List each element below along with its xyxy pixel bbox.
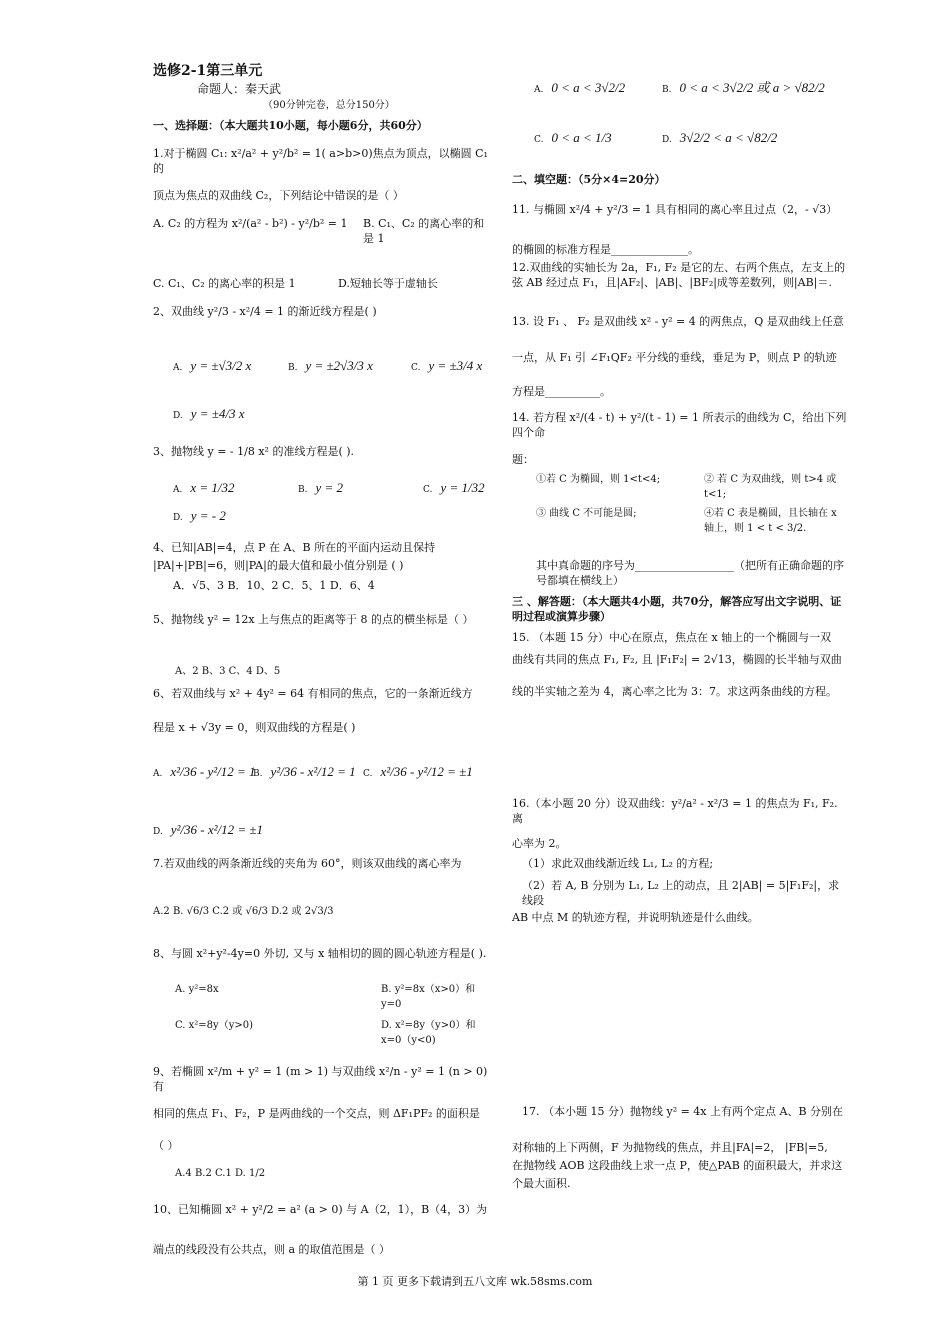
question-9-stem: 9、若椭圆 x²/m + y² = 1 (m > 1) 与双曲线 x²/n - y² = 1 (n > 0) 有 <box>153 1065 488 1093</box>
page-footer: 第 1 页 更多下载请到五八文库 wk.58sms.com <box>357 1275 593 1288</box>
question-7-stem: 7.若双曲线的两条渐近线的夹角为 60°，则该双曲线的离心率为 <box>153 857 462 870</box>
question-12-stem: 12.双曲线的实轴长为 2a，F₁, F₂ 是它的左、右两个焦点，左支上的弦 AB 经过点 F₁，且|AF₂|、|AB|、|BF₂|成等差数列，则|AB|＝. <box>512 261 846 289</box>
question-17-stem-3: 在抛物线 AOB 这段曲线上求一点 P，使△PAB 的面积最大，并求这 <box>512 1159 843 1172</box>
question-15-stem: 15. （本题 15 分）中心在原点，焦点在 x 轴上的一个椭圆与一双 <box>512 631 832 644</box>
question-13-stem-3: 方程是__________。 <box>512 385 611 398</box>
question-7-options: A.2 B. √6/3 C.2 或 √6/3 D.2 或 2√3/3 <box>153 906 334 917</box>
question-14-item-2: ② 若 C 为双曲线，则 t>4 或 t<1; <box>704 474 837 500</box>
question-3-option-a: A. x = 1/32 <box>173 480 235 495</box>
question-10-stem-2: 端点的线段没有公共点，则 a 的取值范围是（ ） <box>153 1243 391 1256</box>
question-16-stem: 16.（本小题 20 分）设双曲线：y²/a² - x²/3 = 1 的焦点为 F₁, F₂. 离 <box>512 797 838 825</box>
question-9-stem-3: （ ） <box>153 1139 179 1152</box>
question-14-item-3: ③ 曲线 C 不可能是圆; <box>536 508 637 519</box>
question-11-stem: 11. 与椭圆 x²/4 + y²/3 = 1 具有相同的离心率且过点（2，- √3） <box>512 203 838 216</box>
question-2-option-d: D. y = ±4/3 x <box>173 406 245 421</box>
author-line: 命题人：秦天武 <box>197 82 282 96</box>
question-1-option-b: B. C₁、C₂ 的离心率的和是 1 <box>363 217 485 245</box>
question-10-option-d: D. 3√2/2 < a < √82/2 <box>662 130 778 145</box>
question-2-option-a: A. y = ±√3/2 x <box>173 358 252 373</box>
question-6-stem: 6、若双曲线与 x² + 4y² = 64 有相同的焦点，它的一条渐近线方 <box>153 687 473 700</box>
question-8-option-d: D. x²=8y（y>0）和 x=0（y<0) <box>381 1020 476 1046</box>
time-note: （90分钟完卷，总分150分） <box>263 100 395 111</box>
question-16-part-1: （1）求此双曲线渐近线 L₁, L₂ 的方程; <box>522 857 714 870</box>
question-2-stem: 2、双曲线 y²/3 - x²/4 = 1 的渐近线方程是( ) <box>153 305 377 318</box>
question-15-stem-3: 线的半实轴之差为 4，离心率之比为 3：7。求这两条曲线的方程。 <box>512 685 837 698</box>
question-2-option-b: B. y = ±2√3/3 x <box>288 358 373 373</box>
question-5-options: A、2 B、3 C、4 D、5 <box>175 666 281 677</box>
question-4-stem: 4、已知|AB|=4，点 P 在 A、B 所在的平面内运动且保持 <box>153 541 436 554</box>
question-16-part-2: （2）若 A, B 分别为 L₁, L₂ 上的动点，且 2|AB| = 5|F₁F₂|，求线段 <box>522 879 840 907</box>
question-14-stem-2: 题： <box>512 453 534 466</box>
question-17-stem-2: 对称轴的上下两侧，F 为抛物线的焦点，并且|FA|=2， |FB|=5, <box>512 1141 828 1154</box>
question-17-stem-4: 个最大面积. <box>512 1177 571 1190</box>
question-6-option-a: A. x²/36 - y²/12 = 1 <box>153 764 256 779</box>
question-3-stem: 3、抛物线 y = - 1/8 x² 的准线方程是( ). <box>153 445 355 458</box>
question-2-option-c: C. y = ±3/4 x <box>411 358 483 373</box>
section-choice-heading: 一、选择题：（本大题共10小题，每小题6分，共60分） <box>153 119 428 132</box>
question-13-stem: 13. 设 F₁ 、 F₂ 是双曲线 x² - y² = 4 的两焦点，Q 是双曲线上任意 <box>512 315 844 328</box>
question-5-stem: 5、抛物线 y² = 12x 上与焦点的距离等于 8 的点的横坐标是（ ） <box>153 613 474 626</box>
question-4-stem-2: |PA|+|PB|=6，则|PA|的最大值和最小值分别是 ( ) <box>153 559 404 572</box>
question-6-option-d: D. y²/36 - x²/12 = ±1 <box>153 822 264 837</box>
question-14-item-1: ①若 C 为椭圆，则 1<t<4; <box>536 474 661 485</box>
question-14-stem-3: 其中真命题的序号为__________________（把所有正确命题的序号都填在横线上） <box>536 559 844 587</box>
question-3-option-c: C. y = 1/32 <box>423 480 485 495</box>
question-14-stem: 14. 若方程 x²/(4 - t) + y²/(t - 1) = 1 所表示的曲线为 C，给出下列四个命 <box>512 411 847 439</box>
question-1-stem: 1.对于椭圆 C₁: x²/a² + y²/b² = 1( a>b>0)焦点为顶点，以椭圆 C₁ 的 <box>153 147 488 175</box>
question-9-stem-2: 相同的焦点 F₁、F₂，P 是两曲线的一个交点，则 ΔF₁PF₂ 的面积是 <box>153 1107 480 1120</box>
question-8-option-c: C. x²=8y（y>0) <box>175 1020 253 1031</box>
question-3-option-b: B. y = 2 <box>298 480 344 495</box>
question-10-stem: 10、已知椭圆 x² + y²/2 = a² (a > 0) 与 A（2，1），B（4，3）为 <box>153 1203 488 1216</box>
question-8-stem: 8、与圆 x²+y²-4y=0 外切, 又与 x 轴相切的圆的圆心轨迹方程是( ). <box>153 947 487 960</box>
question-1-stem-2: 顶点为焦点的双曲线 C₂，下列结论中错误的是（ ） <box>153 189 404 202</box>
question-10-option-b: B. 0 < a < 3√2/2 或 a > √82/2 <box>662 80 825 95</box>
question-14-item-4: ④若 C 表是椭圆，且长轴在 x 轴上，则 1 < t < 3/2. <box>704 508 837 534</box>
question-6-stem-2: 程是 x + √3y = 0，则双曲线的方程是( ) <box>153 721 356 734</box>
question-6-option-b: B. y²/36 - x²/12 = 1 <box>253 764 356 779</box>
section-answer-heading: 三 、解答题：（本大题共4小题，共70分，解答应写出文字说明、证明过程或演算步骤） <box>512 595 842 623</box>
question-1-option-a: A. C₂ 的方程为 x²/(a² - b²) - y²/b² = 1 <box>153 217 348 230</box>
question-17-stem: 17. （本小题 15 分）抛物线 y² = 4x 上有两个定点 A、B 分别在 <box>522 1105 844 1118</box>
question-10-option-a: A. 0 < a < 3√2/2 <box>534 80 626 95</box>
question-16-stem-2: 心率为 2。 <box>512 837 567 850</box>
question-9-options: A.4 B.2 C.1 D. 1/2 <box>175 1168 266 1179</box>
question-4-options: A．√5、3 B．10、2 C．5、1 D．6、4 <box>173 579 375 592</box>
question-1-option-d: D.短轴长等于虚轴长 <box>338 277 438 290</box>
question-8-option-a: A. y²=8x <box>175 984 219 995</box>
question-16-part-2b: AB 中点 M 的轨迹方程，并说明轨迹是什么曲线。 <box>512 911 759 924</box>
question-15-stem-2: 曲线有共同的焦点 F₁, F₂, 且 |F₁F₂| = 2√13，椭圆的长半轴与双曲 <box>512 653 842 666</box>
question-10-option-c: C. 0 < a < 1/3 <box>534 130 612 145</box>
exam-title: 选修2-1第三单元 <box>153 63 263 79</box>
question-13-stem-2: 一点，从 F₁ 引 ∠F₁QF₂ 平分线的垂线，垂足为 P，则点 P 的轨迹 <box>512 351 837 364</box>
question-3-option-d: D. y = - 2 <box>173 508 226 523</box>
question-1-option-c: C. C₁、C₂ 的离心率的积是 1 <box>153 277 296 290</box>
section-fill-heading: 二、填空题：（5分×4=20分） <box>512 173 666 186</box>
question-6-option-c: C. x²/36 - y²/12 = ±1 <box>363 764 473 779</box>
question-11-stem-2: 的椭圆的标准方程是______________。 <box>512 243 699 256</box>
question-8-option-b: B. y²=8x（x>0）和 y=0 <box>381 984 476 1010</box>
